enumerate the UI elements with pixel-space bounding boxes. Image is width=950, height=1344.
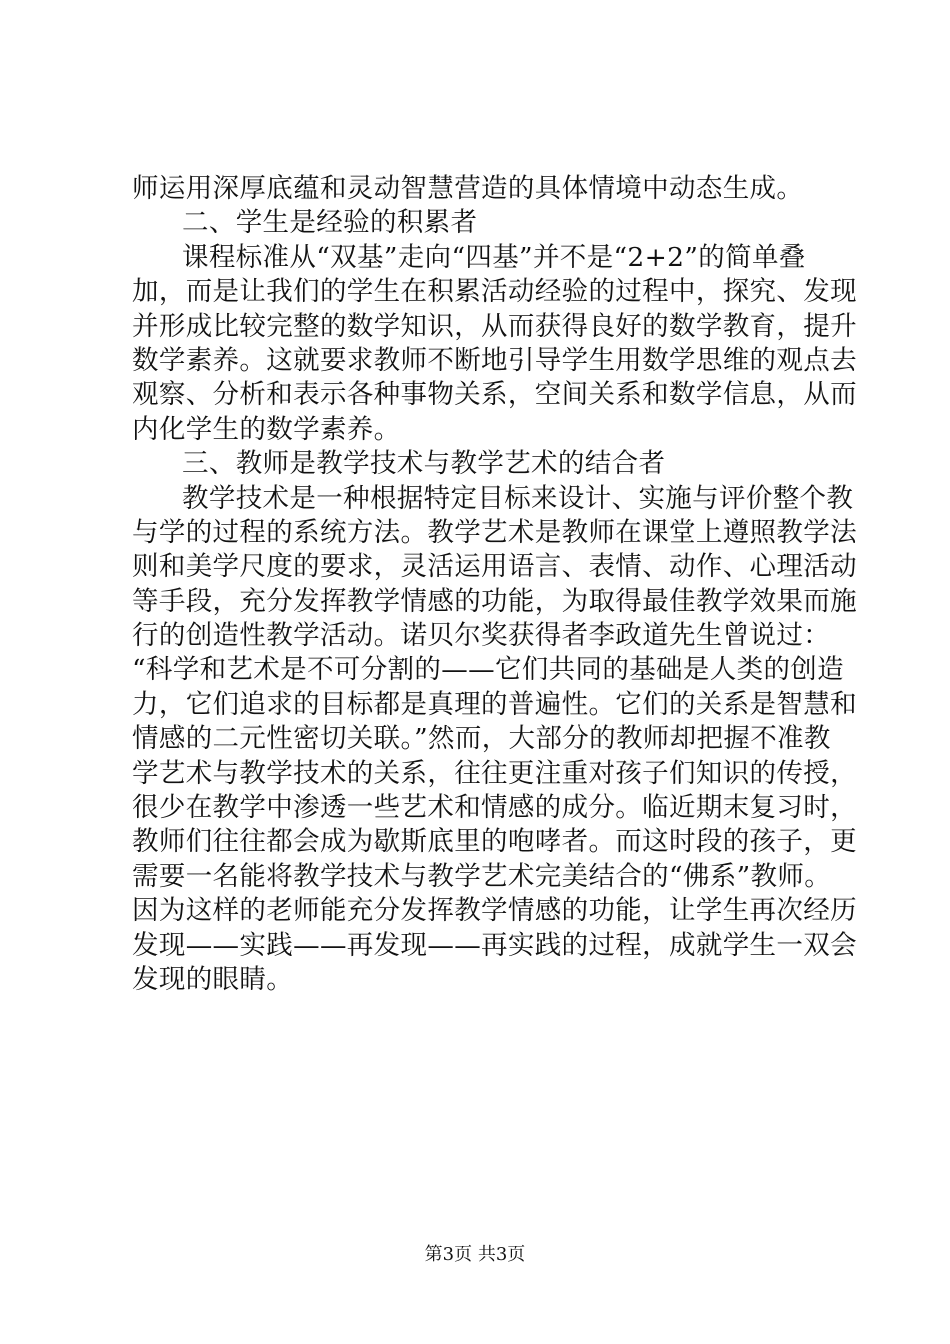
text-line: 需要一名能将教学技术与教学艺术完美结合的“佛系”教师。: [132, 860, 832, 892]
text-line: 因为这样的老师能充分发挥教学情感的功能，让学生再次经历: [132, 895, 857, 927]
text-line: 师运用深厚底蕴和灵动智慧营造的具体情境中动态生成。: [132, 173, 804, 204]
text-line: 课程标准从“双基”走向“四基”并不是“2+2”的简单叠: [182, 241, 806, 273]
text-line: 发现——实践——再发现——再实践的过程，成就学生一双会: [132, 929, 857, 961]
text-line: 加，而是让我们的学生在积累活动经验的过程中，探究、发现: [132, 276, 857, 308]
text-line: 力，它们追求的目标都是真理的普遍性。它们的关系是智慧和: [132, 688, 857, 720]
page-footer: 第3页 共3页: [424, 1244, 526, 1265]
text-line: 等手段，充分发挥教学情感的功能，为取得最佳教学效果而施: [132, 585, 857, 617]
text-line: 学艺术与教学技术的关系，往往更注重对孩子们知识的传授，: [132, 757, 857, 789]
text-line: 内化学生的数学素养。: [132, 413, 401, 445]
text-line: 教学技术是一种根据特定目标来设计、实施与评价整个教: [182, 482, 854, 514]
text-line: 与学的过程的系统方法。教学艺术是教师在课堂上遵照教学法: [132, 516, 857, 548]
text-line: 二、学生是经验的积累者: [182, 207, 478, 239]
text-line: 情感的二元性密切关联。”然而，大部分的教师却把握不准教: [132, 723, 831, 755]
text-line: 并形成比较完整的数学知识，从而获得良好的数学教育，提升: [132, 310, 857, 342]
text-line: 则和美学尺度的要求，灵活运用语言、表情、动作、心理活动: [132, 551, 857, 583]
text-line: 行的创造性教学活动。诺贝尔奖获得者李政道先生曾说过：: [132, 620, 831, 652]
text-line: “科学和艺术是不可分割的——它们共同的基础是人类的创造: [132, 654, 844, 686]
text-line: 发现的眼睛。: [132, 963, 294, 995]
text-line: 数学素养。这就要求教师不断地引导学生用数学思维的观点去: [132, 344, 857, 376]
document-body: [132, 172, 857, 997]
text-line: 很少在教学中渗透一些艺术和情感的成分。临近期末复习时，: [132, 792, 857, 824]
text-line: 三、教师是教学技术与教学艺术的结合者: [182, 448, 666, 480]
text-line: 观察、分析和表示各种事物关系，空间关系和数学信息，从而: [132, 379, 857, 411]
text-line: 教师们往往都会成为歇斯底里的咆哮者。而这时段的孩子，更: [132, 826, 857, 858]
